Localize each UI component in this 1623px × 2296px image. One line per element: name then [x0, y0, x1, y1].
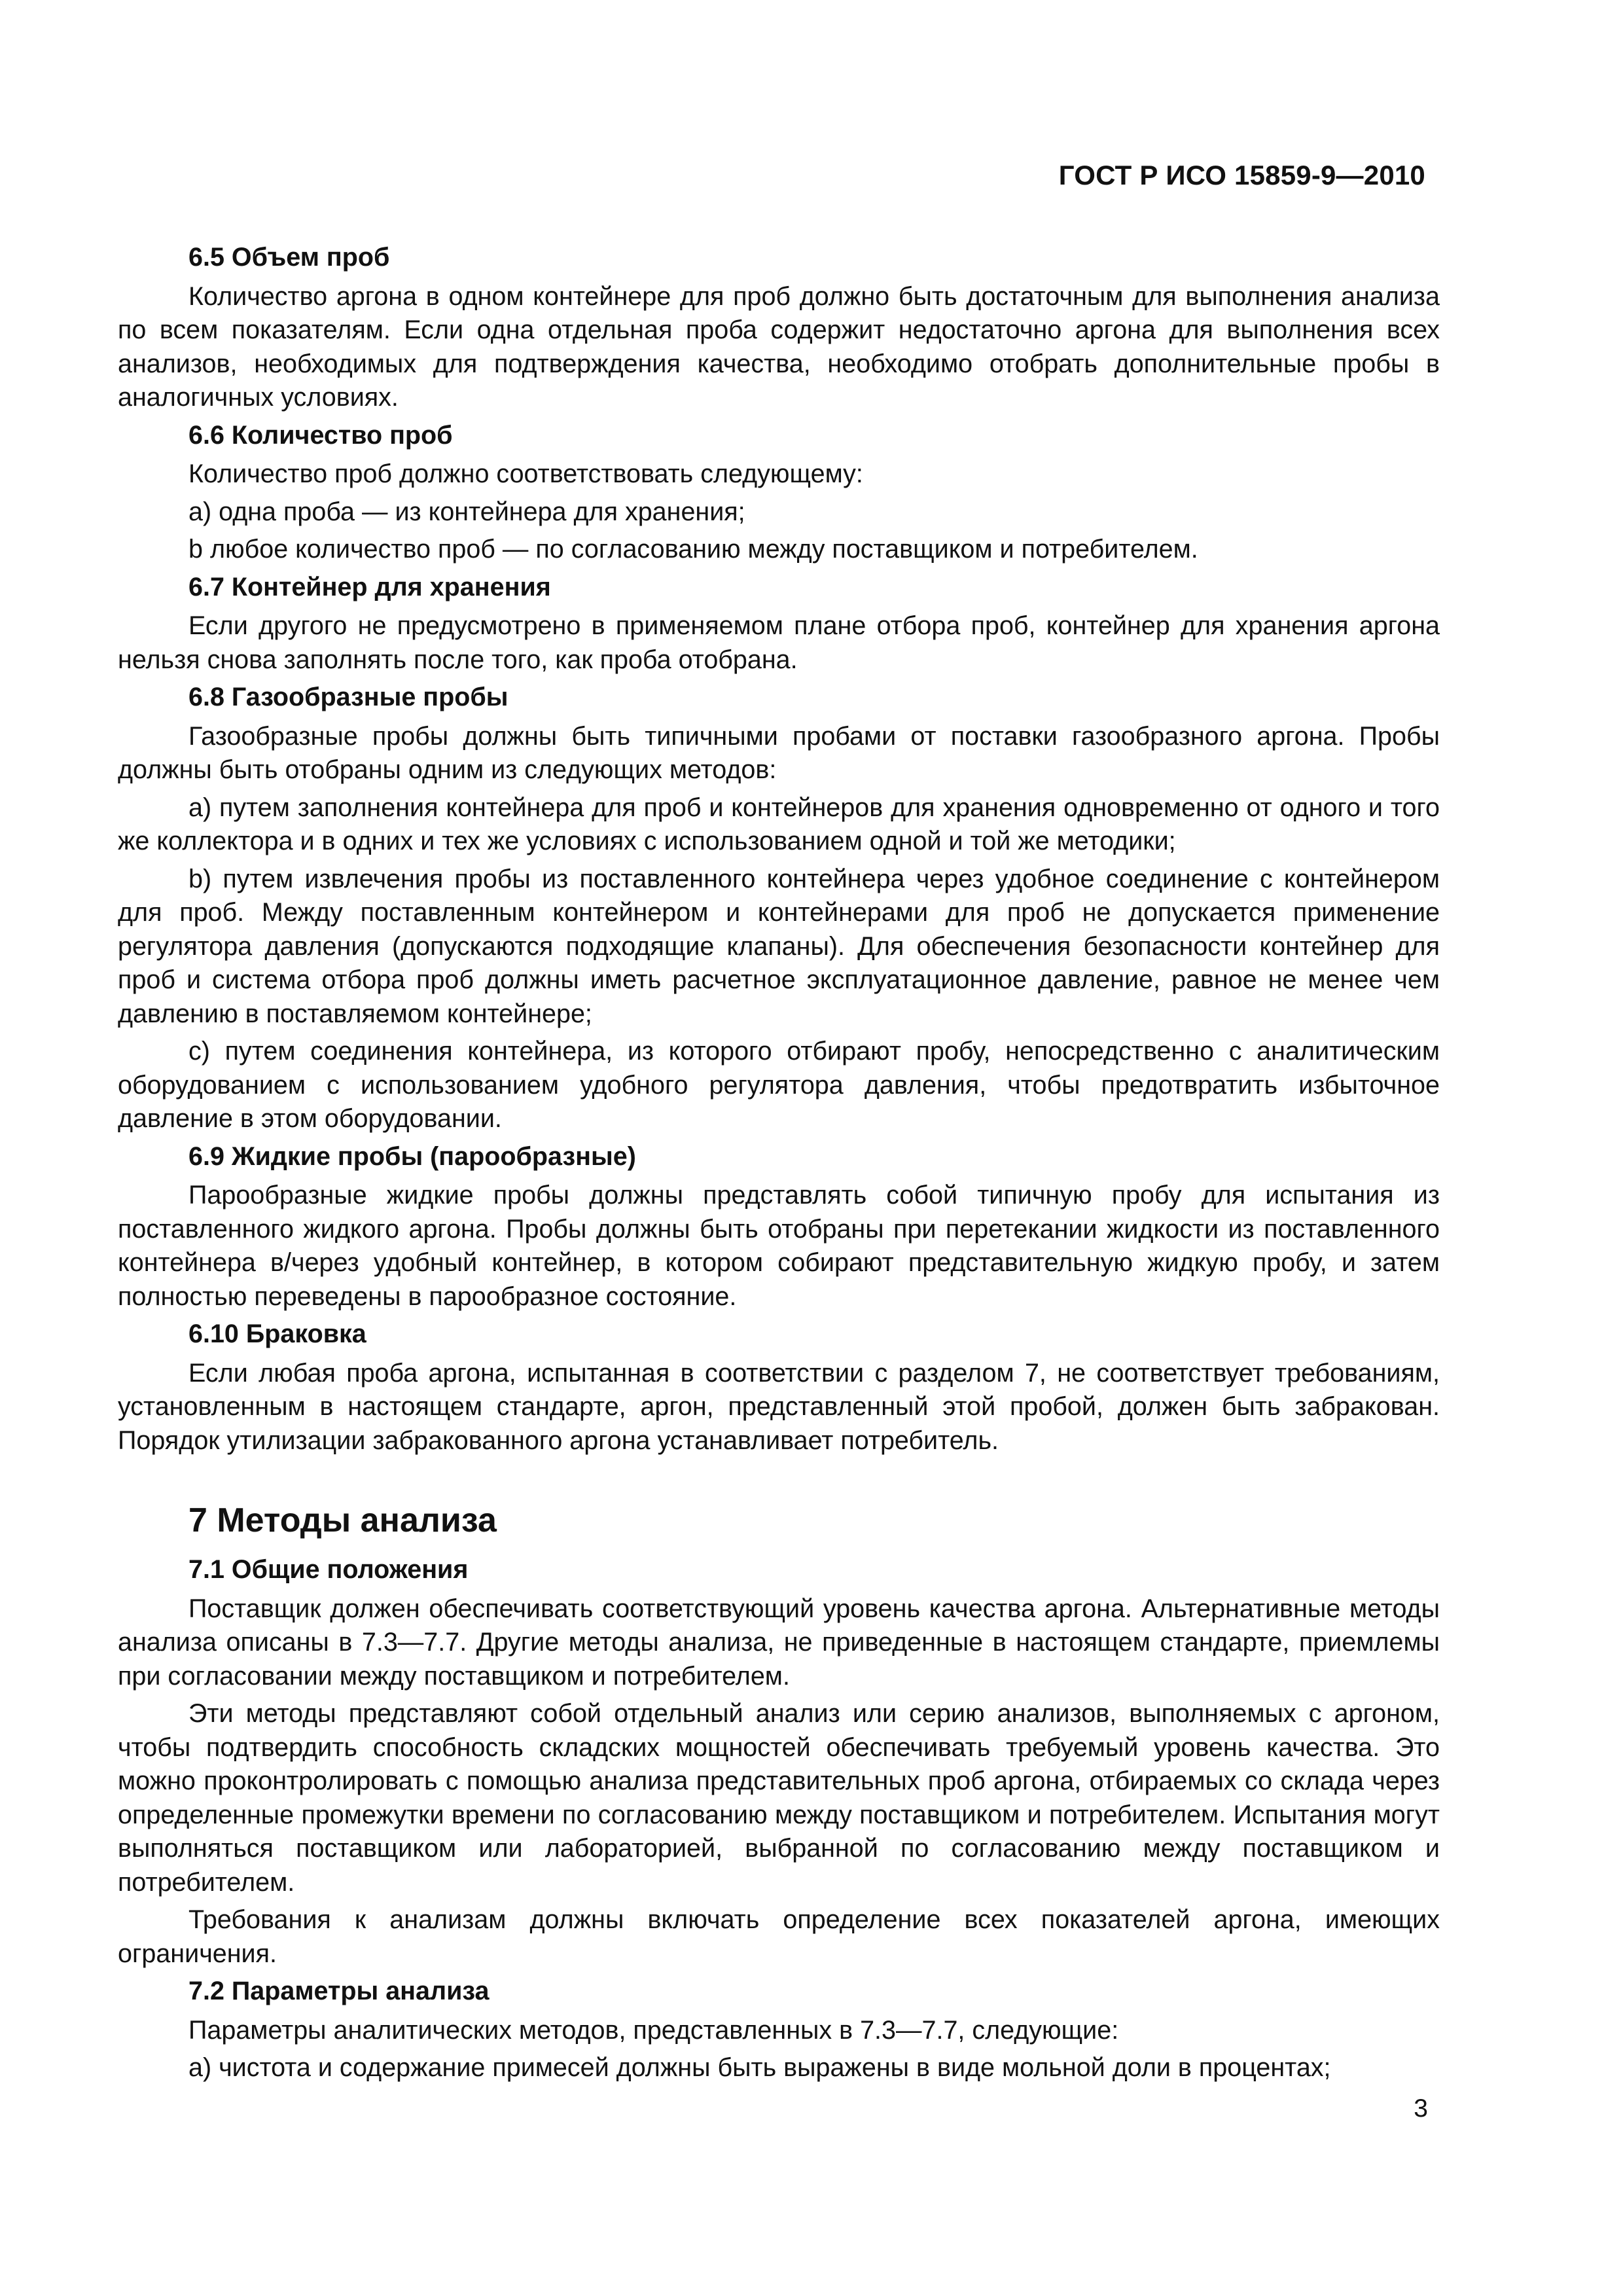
section-7-1-paragraph-1: Поставщик должен обеспечивать соответствующий уровень качества аргона. Альтернативные методы анализа описаны в 7.3—7.7. Другие методы анализа, не приведенные в настоящем стандарте, приемлемы при согласовании между поставщиком и потребителем. [118, 1594, 1440, 1691]
section-6-9-paragraph: Парообразные жидкие пробы должны представлять собой типичную пробу для испытания из поставленного жидкого аргона. Пробы должны быть отобраны при перетекании жидкости из поставленного контейнера в/через удобный контейнер, в котором собирают представительную жидкую пробу, и затем полностью переведены в парообразное состояние. [118, 1181, 1440, 1311]
section-7-2-paragraph: Параметры аналитических методов, представленных в 7.3—7.7, следующие: [188, 2015, 1119, 2045]
document-body [118, 241, 1440, 2089]
section-6-7-heading: 6.7 Контейнер для хранения [188, 572, 551, 601]
section-6-9-heading: 6.9 Жидкие пробы (парообразные) [188, 1141, 636, 1171]
section-7-1-paragraph-3: Требования к анализам должны включать определение всех показателей аргона, имеющих ограничения. [118, 1905, 1440, 1968]
section-6-6-heading: 6.6 Количество проб [188, 420, 453, 450]
section-7-2-heading: 7.2 Параметры анализа [188, 1977, 490, 2005]
page-number: 3 [1414, 2094, 1428, 2123]
section-6-10-paragraph: Если любая проба аргона, испытанная в соответствии с разделом 7, не соответствует требованиям, установленным в настоящем стандарте, аргон, представленный этой пробой, должен быть забракован. Порядок утилизации забракованного аргона устанавливает потребитель. [118, 1358, 1440, 1455]
section-7-1-heading: 7.1 Общие положения [188, 1555, 469, 1584]
section-6-5-paragraph: Количество аргона в одном контейнере для проб должно быть достаточным для выполнения анализа по всем показателям. Если одна отдельная проба содержит недостаточно аргона для выполнения всех анализов, необходимых для подтверждения качества, необходимо отобрать дополнительные пробы в аналогичных условиях. [118, 281, 1440, 412]
section-6-8-item-c: c) путем соединения контейнера, из которого отбирают пробу, непосредственно с аналитическим оборудованием с использованием удобного регулятора давления, чтобы предотвратить избыточное давление в этом оборудовании. [118, 1037, 1440, 1133]
section-6-8-item-a: a) путем заполнения контейнера для проб и контейнеров для хранения одновременно от одного и того же коллектора и в одних и тех же условиях с использованием одной и той же методики; [118, 793, 1440, 855]
section-7-2-item-a: a) чистота и содержание примесей должны быть выражены в виде мольной доли в процентах; [188, 2053, 1331, 2082]
section-6-8-paragraph: Газообразные пробы должны быть типичными пробами от поставки газообразного аргона. Пробы должны быть отобраны одним из следующих методов: [118, 721, 1440, 784]
section-6-8-item-b: b) путем извлечения пробы из поставленного контейнера через удобное соединение с контейнером для проб. Между поставленным контейнером и контейнерами для проб не допускается применение регулятора давления (допускаются подходящие клапаны). Для обеспечения безопасности контейнер для проб и система отбора проб должны иметь расчетное эксплуатационное давление, равное не менее чем давлению в поставляемом контейнере; [118, 864, 1440, 1028]
document-code-header: ГОСТ Р ИСО 15859-9—2010 [1058, 160, 1425, 190]
section-7-1-paragraph-2: Эти методы представляют собой отдельный анализ или серию анализов, выполняемых с аргоном, чтобы подтвердить способность складских мощностей обеспечивать требуемый уровень качества. Это можно проконтролировать с помощью анализа представительных проб аргона, отбираемых со склада через определенные промежутки времени по согласованию между поставщиком и потребителем. Испытания могут выполняться поставщиком или лабораторией, выбранной по согласованию между поставщиком и потребителем. [118, 1699, 1440, 1897]
section-6-5-heading: 6.5 Объем проб [188, 243, 390, 272]
section-6-7-paragraph: Если другого не предусмотрено в применяемом плане отбора проб, контейнер для хранения аргона нельзя снова заполнять после того, как проба отобрана. [118, 611, 1440, 674]
section-7-heading: 7 Методы анализа [188, 1501, 497, 1539]
section-6-6-paragraph: Количество проб должно соответствовать следующему: [188, 459, 863, 488]
section-6-10-heading: 6.10 Браковка [188, 1319, 366, 1348]
section-6-6-item-b: b любое количество проб — по согласованию между поставщиком и потребителем. [188, 535, 1198, 564]
section-6-8-heading: 6.8 Газообразные пробы [188, 683, 508, 711]
section-6-6-item-a: a) одна проба — из контейнера для хранения; [188, 497, 745, 526]
